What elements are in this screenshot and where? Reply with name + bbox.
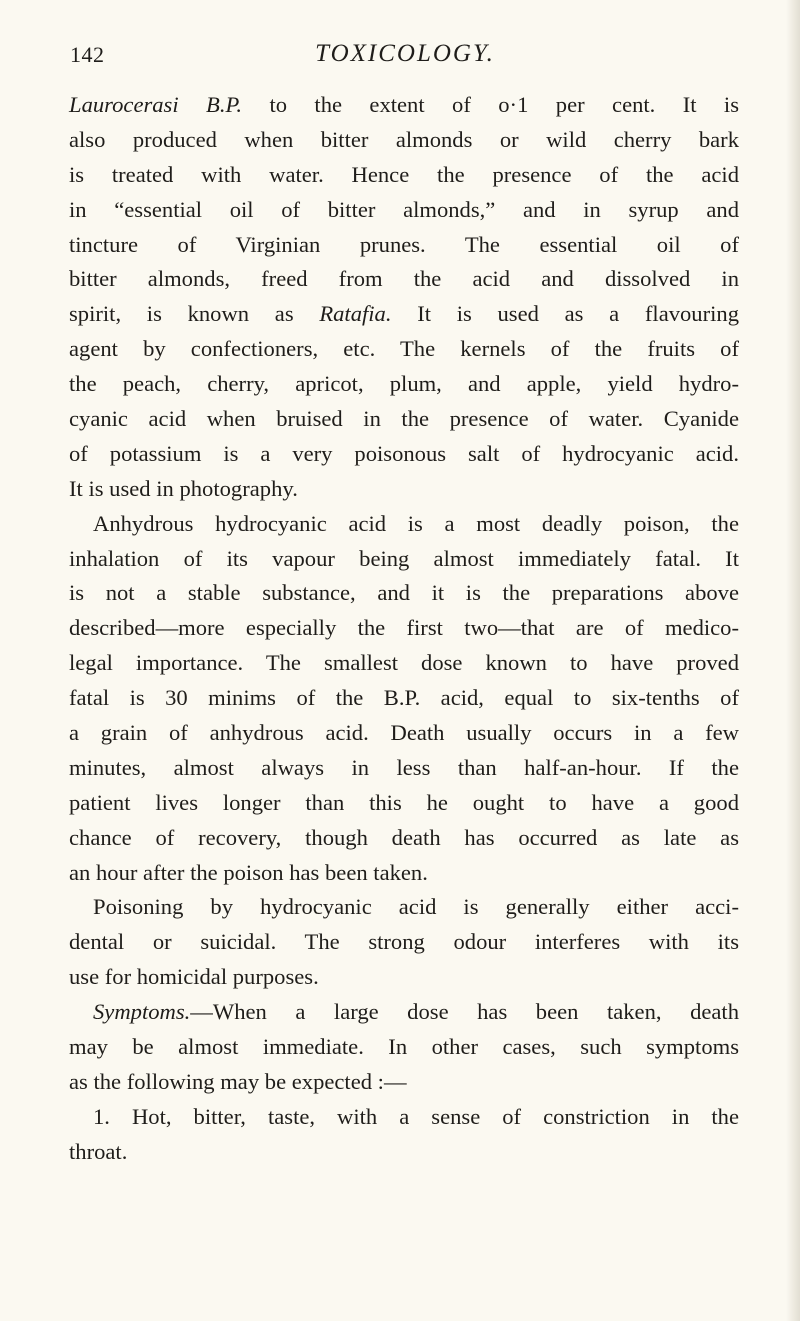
text-segment: It is used as a flavouring (391, 301, 740, 327)
page-header (70, 36, 740, 76)
text-line (69, 297, 739, 332)
text-segment: described—more especially the first two—that are of medico- (69, 615, 739, 641)
body-text (69, 88, 739, 1170)
text-line (69, 1030, 739, 1065)
text-segment: bitter almonds, freed from the acid and dissolved in (69, 266, 739, 292)
text-line (69, 123, 739, 158)
text-segment: the peach, cherry, apricot, plum, and apple, yield hydro- (69, 371, 739, 397)
running-title: TOXICOLOGY. (315, 40, 495, 67)
text-line (69, 262, 739, 297)
text-line (69, 88, 739, 123)
text-line (69, 1065, 739, 1100)
text-segment: 1. Hot, bitter, taste, with a sense of constriction in the (93, 1103, 739, 1129)
text-segment: also produced when bitter almonds or wild cherry bark (69, 126, 739, 152)
text-segment: tincture of Virginian prunes. The essential oil of (69, 231, 739, 257)
text-segment: patient lives longer than this he ought to have a good (69, 789, 739, 815)
text-segment: Poisoning by hydrocyanic acid is generally either acci- (93, 894, 739, 920)
text-segment: to the extent of o·1 per cent. It is (242, 92, 740, 117)
text-line (69, 646, 739, 681)
text-segment: legal importance. The smallest dose known to have proved (69, 650, 739, 676)
text-line (69, 193, 739, 228)
italic-text: Ratafia. (319, 301, 392, 327)
text-segment: use for homicidal purposes. (69, 964, 319, 990)
text-segment: is not a stable substance, and it is the preparations above (69, 580, 739, 606)
italic-text: Laurocerasi B.P. (69, 92, 243, 117)
text-segment: an hour after the poison has been taken. (69, 859, 428, 885)
text-line (69, 890, 739, 925)
text-segment: in “essential oil of bitter almonds,” and in syrup and (69, 196, 739, 222)
text-line (69, 856, 739, 891)
text-line (69, 716, 739, 751)
text-segment: throat. (69, 1138, 128, 1164)
text-line (69, 158, 739, 193)
text-segment: a grain of anhydrous acid. Death usually occurs in a few (69, 720, 739, 746)
text-segment: of potassium is a very poisonous salt of hydrocyanic acid. (69, 440, 739, 466)
text-segment: cyanic acid when bruised in the presence of water. Cyanide (69, 406, 739, 432)
text-line (69, 402, 739, 437)
text-segment: chance of recovery, though death has occurred as late as (69, 824, 739, 850)
text-segment: inhalation of its vapour being almost immediately fatal. It (69, 545, 739, 571)
text-segment: fatal is 30 minims of the B.P. acid, equal to six-tenths of (69, 685, 739, 711)
text-segment: is treated with water. Hence the presence of the acid (69, 161, 739, 187)
text-segment: agent by confectioners, etc. The kernels of the fruits of (69, 336, 739, 362)
text-segment: —When a large dose has been taken, death (190, 999, 739, 1025)
text-line (69, 960, 739, 995)
italic-text: Symptoms. (93, 999, 191, 1025)
text-line (69, 332, 739, 367)
text-line (69, 472, 739, 507)
text-segment: dental or suicidal. The strong odour interferes with its (69, 929, 739, 955)
page-edge-shadow (786, 0, 800, 1321)
text-line (69, 925, 739, 960)
text-segment: spirit, is known as (69, 301, 320, 327)
text-segment: It is used in photography. (69, 475, 298, 501)
text-line (69, 995, 739, 1030)
text-segment: as the following may be expected :— (69, 1068, 407, 1094)
text-line (69, 681, 739, 716)
text-line (69, 786, 739, 821)
text-segment: may be almost immediate. In other cases, such symptoms (69, 1034, 739, 1060)
text-segment: minutes, almost always in less than half-an-hour. If the (69, 754, 739, 780)
text-line (69, 1100, 739, 1135)
text-line (69, 507, 739, 542)
page-number: 142 (70, 42, 105, 67)
text-line (69, 821, 739, 856)
text-line (69, 751, 739, 786)
text-line (69, 542, 739, 577)
text-line (69, 367, 739, 402)
text-segment: Anhydrous hydrocyanic acid is a most deadly poison, the (93, 510, 739, 536)
text-line (69, 1135, 739, 1170)
text-line (69, 576, 739, 611)
text-line (69, 228, 739, 263)
text-line (69, 437, 739, 472)
text-line (69, 611, 739, 646)
